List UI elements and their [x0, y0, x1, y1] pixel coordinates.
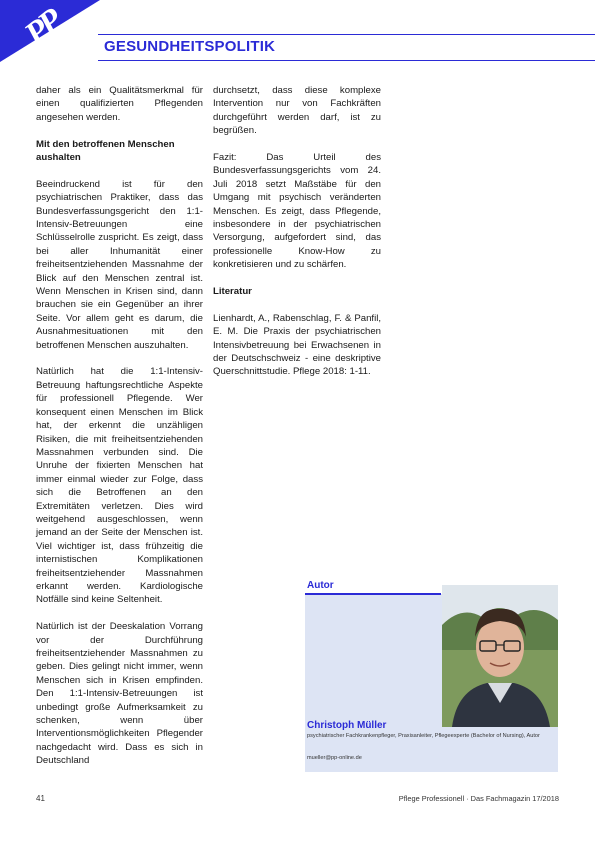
paragraph: durchsetzt, dass diese komplexe Intervention nur von Fachkräften durchgeführt werden darf, ist zu begrüßen.	[213, 85, 381, 137]
author-portrait-image	[442, 585, 558, 727]
literature-heading: Literatur	[213, 286, 252, 298]
author-rule	[305, 593, 441, 595]
section-title: GESUNDHEITSPOLITIK	[104, 38, 276, 55]
author-name: Christoph Müller	[307, 720, 387, 731]
page-number: 41	[36, 794, 45, 803]
author-label: Autor	[307, 580, 334, 591]
paragraph: Natürlich hat die 1:1-Intensiv-Betreuung haftungsrechtliche Aspekte für professionell Pflegende. Wer konsequent einen Menschen im Blick hat, der erkennt die unzähligen Risiken, die mit freiheitsentziehenden Massnahmen verbunden sind. Die Unruhe der fixierten Menschen hat immer einmal wieder zur Folge, dass sich die Betroffenen an den Extremitäten verletzen. Dies wird weitgehend ausgeschlossen, wenn jemand an der Seite der Menschen ist. Viel wichtiger ist, dass frühzeitig die internistischen Komplikationen freiheitsentziehender Massnahmen erkannt werden. Kardiologische Notfälle sind keine Seltenheit.	[36, 366, 203, 606]
author-box	[305, 579, 558, 772]
paragraph: Natürlich ist der Deeskalation Vorrang vor der Durchführung freiheitsentziehender Massnahmen zu geben. Dies gelingt nicht immer, wenn Menschen sich in Krisen empfinden. Den 1:1-Intensiv-Betreuungen ist unbedingt große Aufmerksamkeit zu schenken, wenn über Interventionsmöglichkeiten Pflegender nachgedacht wird. Dass es sich in Deutschland	[36, 621, 203, 767]
text-column-2	[213, 84, 381, 392]
author-email: mueller@pp-online.de	[307, 755, 362, 761]
logo-text: PP	[17, 3, 68, 54]
header-rule-top	[98, 34, 595, 35]
paragraph: daher als ein Qualitätsmerkmal für einen qualifizierten Pflegenden angesehen werden.	[36, 85, 203, 123]
subheading: Mit den betroffenen Menschen aushalten	[36, 138, 175, 164]
paragraph: Beeindruckend ist für den psychiatrischen Praktiker, dass das Bundesverfassungsgericht den 1:1-Intensiv-Betreuungen eine Schlüsselrolle zuspricht. Es zeigt, dass bei aller Inhumanität einer freiheitsentziehenden Massnahme der Blick auf den Menschen zentral ist. Wenn Menschen in Krisen sind, dann brauchen sie ein Gegenüber an ihrer Seite. Vor allem geht es darum, die Ausnahmesituationen mit den betroffenen Menschen auszuhalten.	[36, 178, 203, 351]
text-column-1	[36, 84, 203, 781]
literature-reference: Lienhardt, A., Rabenschlag, F. & Panfil, E. M. Die Praxis der psychiatrischen Intensivbetreuung bei Erwachsenen in der Deutschschweiz - eine deskriptive Querschnittstudie. Pflege 2018: 1-11.	[213, 312, 381, 378]
header-rule-bottom	[98, 60, 595, 61]
author-photo	[442, 585, 558, 727]
paragraph: Fazit: Das Urteil des Bundesverfassungsgerichts vom 24. Juli 2018 setzt Maßstäbe für den Umgang mit psychisch veränderten Menschen. Es zeigt, dass Pflegende, insbesondere in der psychiatrischen Versorgung, aufgefordert sind, das professionelle Know-How zu konkretisieren und zu schärfen.	[213, 152, 381, 271]
magazine-footer: Pflege Professionell · Das Fachmagazin 17/2018	[398, 794, 559, 803]
author-role: psychiatrischer Fachkrankenpfleger, Praxisanleiter, Pflegeexperte (Bachelor of Nursing), Autor	[307, 733, 540, 739]
